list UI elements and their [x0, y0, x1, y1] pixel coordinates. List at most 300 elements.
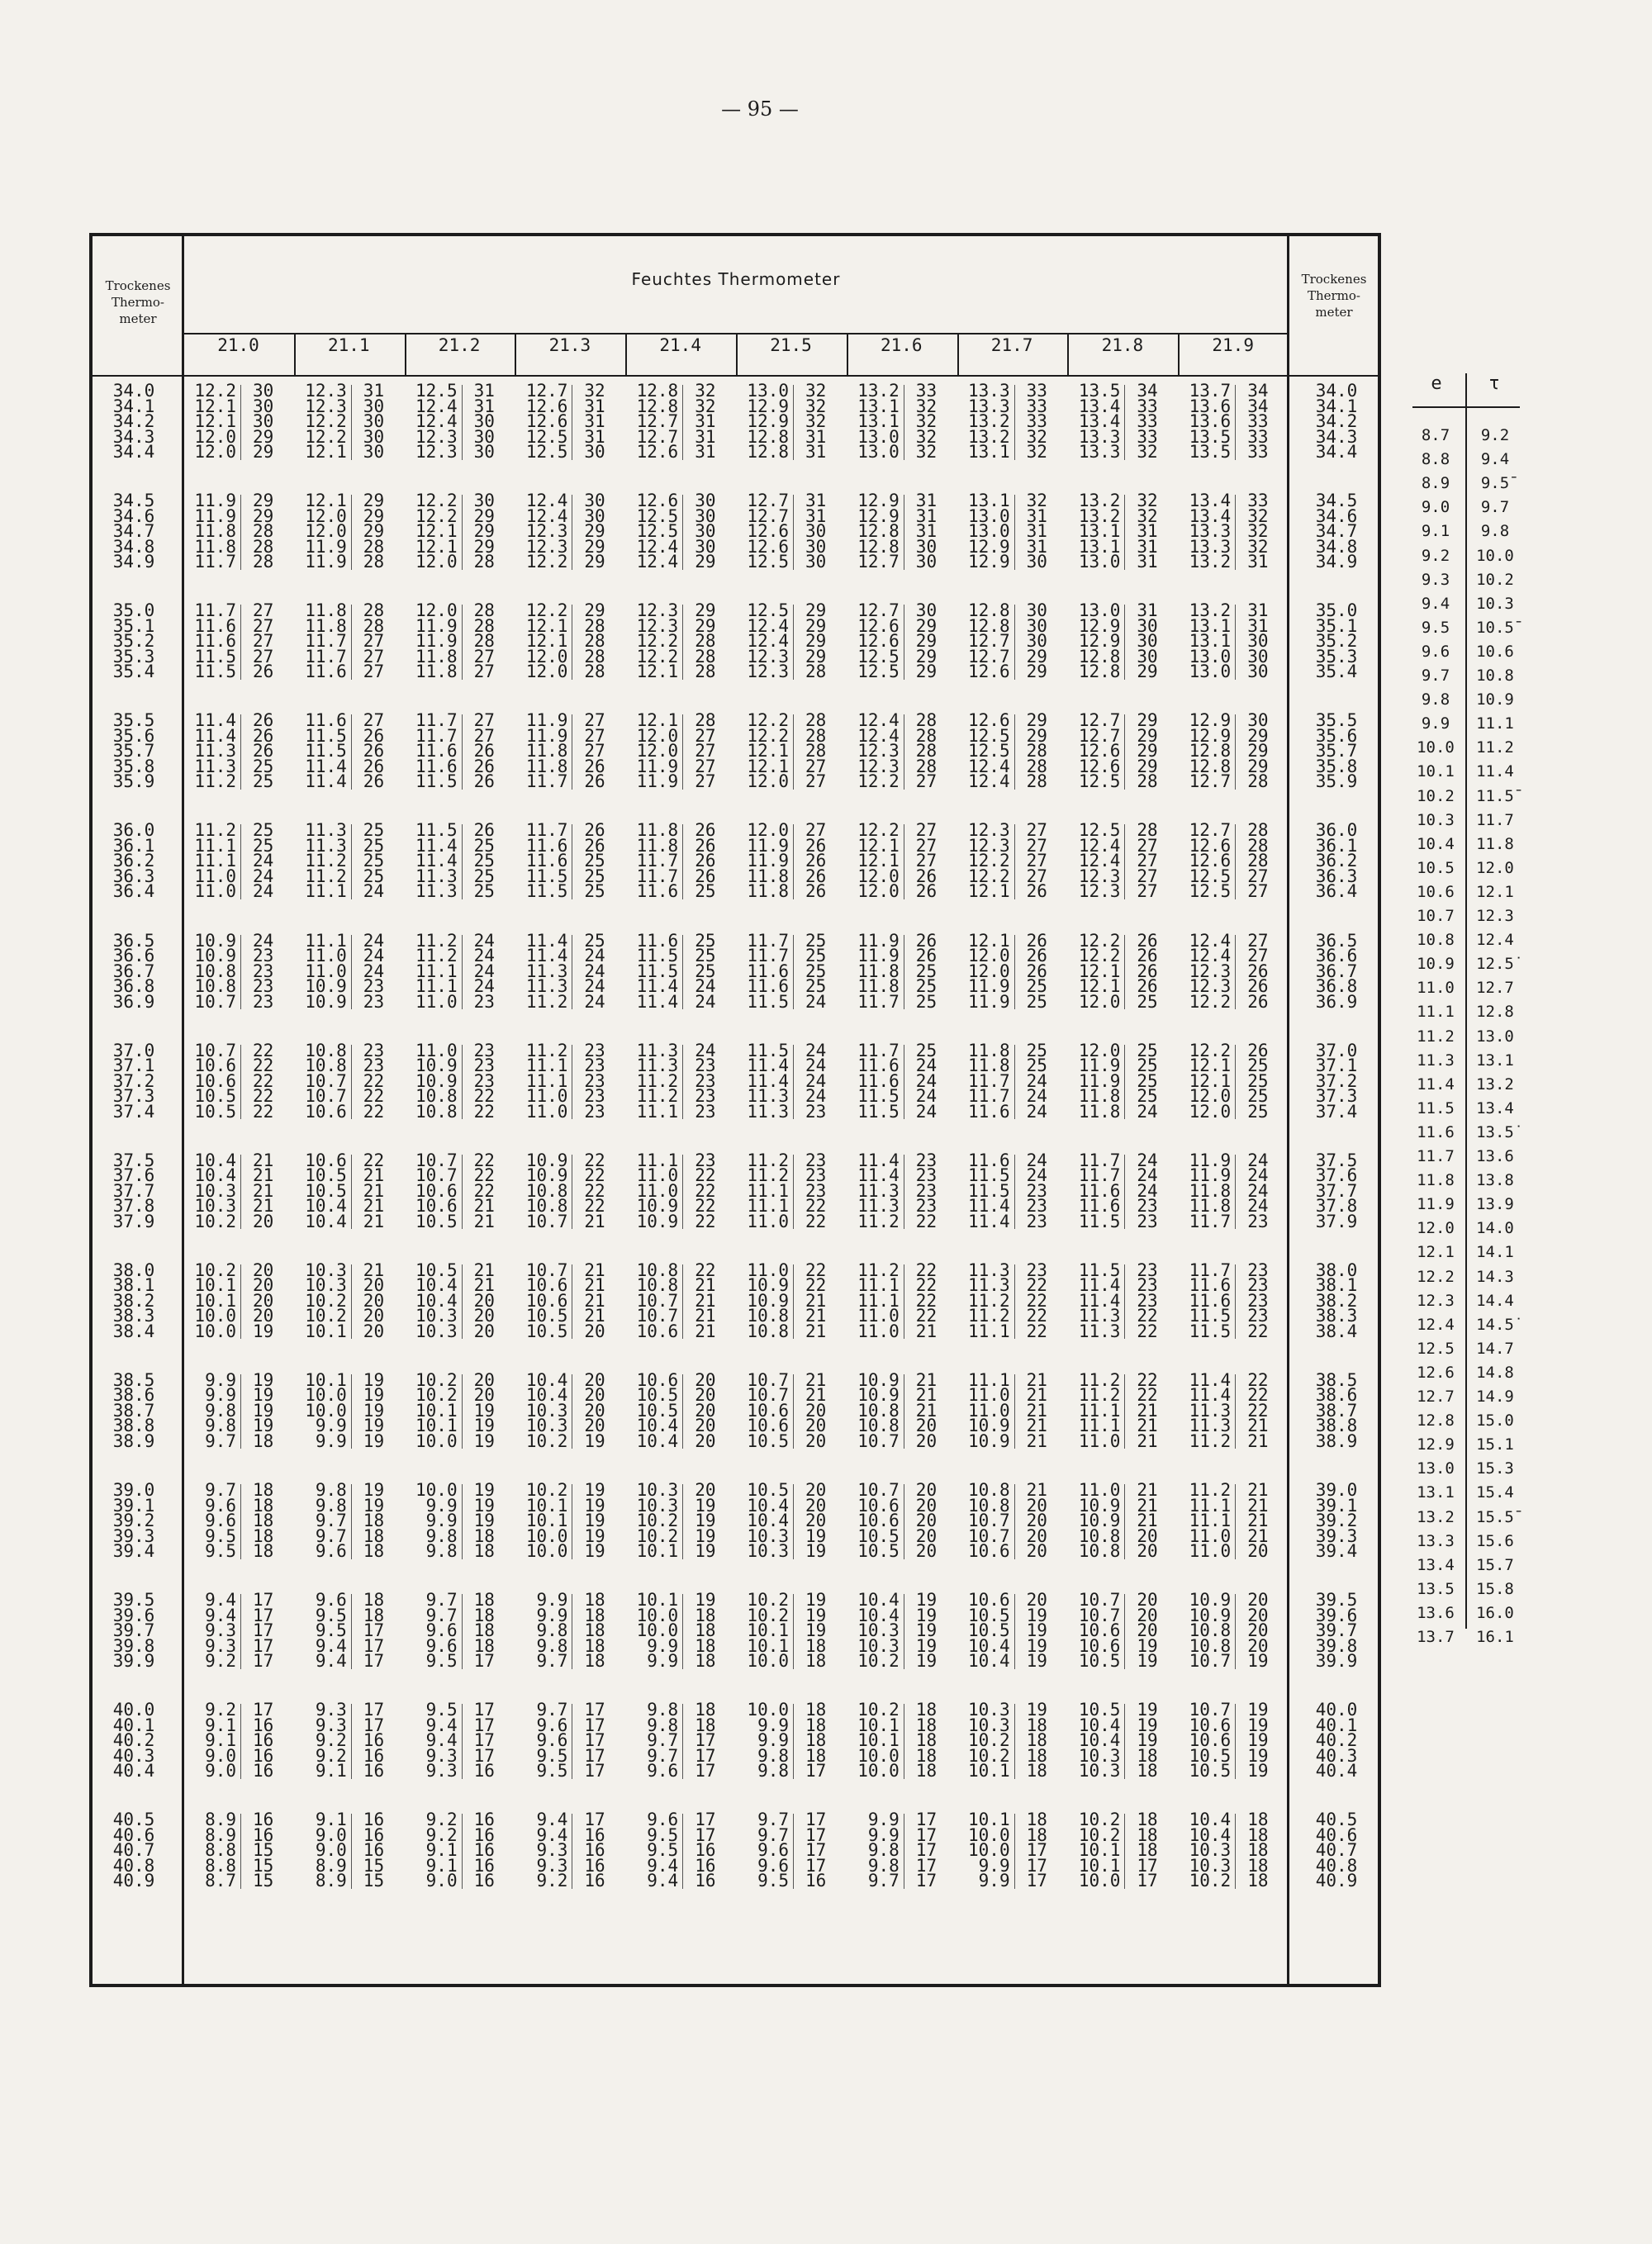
relative-humidity-value: 22 — [695, 1260, 716, 1280]
relative-humidity-value: 29 — [1137, 662, 1158, 682]
vapor-pressure-value: 13.2 — [968, 426, 1010, 447]
vapor-pressure-value: 11.9 — [305, 552, 347, 572]
vapor-pressure-value: 10.8 — [305, 1056, 347, 1076]
cell-separator — [240, 1594, 241, 1669]
relative-humidity-value: 18 — [805, 1700, 827, 1720]
vapor-pressure-value: 10.5 — [968, 1605, 1010, 1625]
e-value: 9.3 — [1421, 570, 1450, 589]
e-value: 12.6 — [1417, 1363, 1455, 1382]
vapor-pressure-value: 12.8 — [636, 381, 679, 401]
relative-humidity-value: 27 — [805, 820, 827, 841]
relative-humidity-value: 24 — [1137, 1165, 1158, 1186]
vapor-pressure-value: 11.5 — [525, 881, 568, 902]
vapor-pressure-value: 11.6 — [415, 756, 458, 776]
vapor-pressure-value: 11.1 — [525, 1070, 568, 1091]
relative-humidity-value: 19 — [473, 1400, 495, 1421]
dry-temp-left: 38.8 — [112, 1416, 155, 1436]
cell-separator — [682, 605, 683, 680]
relative-humidity-value: 20 — [695, 1430, 716, 1451]
dry-temp-right: 36.9 — [1315, 991, 1358, 1012]
dry-temp-right: 34.0 — [1315, 381, 1358, 401]
vapor-pressure-value: 13.4 — [1189, 505, 1232, 526]
vapor-pressure-value: 10.6 — [857, 1495, 900, 1516]
vapor-pressure-value: 10.1 — [857, 1715, 900, 1735]
cell-separator — [682, 1155, 683, 1230]
psychrometric-table — [89, 233, 1381, 1987]
relative-humidity-value: 26 — [1137, 930, 1158, 951]
vapor-pressure-value: 10.4 — [968, 1635, 1010, 1656]
vapor-pressure-value: 9.9 — [867, 1810, 900, 1830]
cell-separator — [1124, 385, 1125, 460]
relative-humidity-value: 33 — [1137, 396, 1158, 416]
relative-humidity-value: 25 — [1137, 1070, 1158, 1091]
relative-humidity-value: 18 — [915, 1745, 938, 1766]
vapor-pressure-value: 9.5 — [536, 1745, 568, 1766]
vapor-pressure-value: 12.8 — [1078, 662, 1121, 682]
relative-humidity-value: 22 — [1026, 1306, 1047, 1326]
cell-separator — [240, 714, 241, 790]
e-value: 13.2 — [1417, 1507, 1455, 1526]
vapor-pressure-value: 11.9 — [747, 851, 789, 871]
vapor-pressure-value: 10.3 — [636, 1495, 679, 1516]
vapor-pressure-value: 12.5 — [968, 725, 1010, 746]
relative-humidity-value: 28 — [584, 662, 605, 682]
vapor-pressure-value: 12.3 — [857, 741, 900, 761]
cell-separator — [240, 1264, 241, 1340]
relative-humidity-value: 20 — [473, 1385, 495, 1406]
dry-temp-left: 38.7 — [112, 1400, 155, 1421]
vapor-pressure-value: 11.6 — [305, 710, 347, 731]
vapor-pressure-value: 12.0 — [525, 662, 568, 682]
vapor-pressure-value: 10.4 — [415, 1290, 458, 1311]
e-value: 9.6 — [1421, 642, 1450, 661]
vapor-pressure-value: 11.5 — [305, 741, 347, 761]
relative-humidity-value: 25 — [915, 1040, 938, 1060]
cell-separator — [1124, 605, 1125, 680]
vapor-pressure-value: 11.1 — [968, 1321, 1010, 1341]
relative-humidity-value: 20 — [584, 1416, 605, 1436]
relative-humidity-value: 32 — [1026, 426, 1047, 447]
vapor-pressure-value: 11.8 — [857, 976, 900, 996]
dry-temp-right: 35.0 — [1315, 600, 1358, 621]
relative-humidity-value: 28 — [363, 536, 385, 557]
vapor-pressure-value: 10.0 — [1078, 1871, 1121, 1891]
relative-humidity-value: 18 — [473, 1635, 495, 1656]
dry-temp-left: 38.3 — [112, 1306, 155, 1326]
vapor-pressure-value: 10.9 — [636, 1211, 679, 1231]
relative-humidity-value: 18 — [473, 1620, 495, 1641]
vapor-pressure-value: 8.8 — [205, 1855, 236, 1876]
relative-humidity-value: 23 — [253, 976, 274, 996]
relative-humidity-value: 25 — [473, 835, 495, 856]
vapor-pressure-value: 13.5 — [1189, 426, 1232, 447]
relative-humidity-value: 17 — [253, 1700, 274, 1720]
dry-temp-left: 34.4 — [112, 442, 155, 462]
relative-humidity-value: 21 — [363, 1165, 385, 1186]
relative-humidity-value: 19 — [253, 1385, 274, 1406]
relative-humidity-value: 17 — [584, 1715, 605, 1735]
relative-humidity-value: 30 — [1247, 631, 1269, 652]
vapor-pressure-value: 12.2 — [747, 725, 789, 746]
relative-humidity-value: 30 — [1026, 615, 1047, 636]
cell-separator — [682, 495, 683, 570]
vapor-pressure-value: 10.3 — [1078, 1745, 1121, 1766]
relative-humidity-value: 28 — [915, 741, 938, 761]
vapor-pressure-value: 10.3 — [857, 1620, 900, 1641]
vapor-pressure-value: 10.5 — [747, 1480, 789, 1500]
relative-humidity-value: 30 — [584, 442, 605, 462]
vapor-pressure-value: 9.1 — [315, 1810, 347, 1830]
relative-humidity-value: 20 — [805, 1416, 827, 1436]
relative-humidity-value: 28 — [805, 662, 827, 682]
relative-humidity-value: 27 — [253, 600, 274, 621]
vapor-pressure-value: 11.3 — [1189, 1416, 1232, 1436]
tau-value: 14.3 — [1476, 1267, 1514, 1286]
vapor-pressure-value: 10.9 — [1078, 1495, 1121, 1516]
e-value: 10.3 — [1417, 810, 1455, 829]
relative-humidity-value: 29 — [1247, 756, 1269, 776]
vapor-pressure-value: 10.5 — [636, 1400, 679, 1421]
vapor-pressure-value: 9.9 — [315, 1416, 347, 1436]
relative-humidity-value: 19 — [363, 1369, 385, 1390]
relative-humidity-value: 29 — [695, 615, 716, 636]
dry-temp-left: 38.9 — [112, 1430, 155, 1451]
relative-humidity-value: 19 — [473, 1480, 495, 1500]
dry-temp-right: 40.7 — [1315, 1840, 1358, 1861]
vapor-pressure-value: 9.6 — [757, 1840, 789, 1861]
relative-humidity-value: 21 — [1137, 1480, 1158, 1500]
relative-humidity-value: 30 — [805, 521, 827, 542]
e-value: 9.4 — [1421, 594, 1450, 613]
relative-humidity-value: 25 — [805, 930, 827, 951]
relative-humidity-value: 32 — [805, 381, 827, 401]
relative-humidity-value: 31 — [915, 505, 938, 526]
relative-humidity-value: 21 — [805, 1306, 827, 1326]
vapor-pressure-value: 9.6 — [205, 1495, 236, 1516]
e-value: 11.9 — [1417, 1195, 1455, 1214]
relative-humidity-value: 21 — [1247, 1416, 1269, 1436]
relative-humidity-value: 17 — [1026, 1855, 1047, 1876]
vapor-pressure-value: 10.4 — [525, 1385, 568, 1406]
relative-humidity-value: 19 — [253, 1416, 274, 1436]
vapor-pressure-value: 10.7 — [857, 1480, 900, 1500]
relative-humidity-value: 31 — [805, 491, 827, 511]
relative-humidity-value: 21 — [1247, 1495, 1269, 1516]
relative-humidity-value: 20 — [253, 1211, 274, 1231]
relative-humidity-value: 17 — [695, 1730, 716, 1751]
vapor-pressure-value: 11.0 — [1078, 1480, 1121, 1500]
relative-humidity-value: 27 — [805, 771, 827, 792]
relative-humidity-value: 26 — [805, 866, 827, 886]
cell-separator — [1014, 1264, 1015, 1340]
dry-temp-left: 34.3 — [112, 426, 155, 447]
relative-humidity-value: 27 — [695, 756, 716, 776]
vapor-pressure-value: 11.2 — [1189, 1480, 1232, 1500]
relative-humidity-value: 26 — [915, 946, 938, 965]
vapor-pressure-value: 10.2 — [636, 1525, 679, 1546]
relative-humidity-value: 20 — [584, 1400, 605, 1421]
relative-humidity-value: 31 — [363, 381, 385, 401]
vapor-pressure-value: 8.9 — [315, 1871, 347, 1891]
vapor-pressure-value: 12.5 — [415, 381, 458, 401]
relative-humidity-value: 27 — [363, 662, 385, 682]
relative-humidity-value: 26 — [253, 710, 274, 731]
vapor-pressure-value: 12.0 — [305, 505, 347, 526]
vapor-pressure-value: 12.2 — [857, 820, 900, 841]
relative-humidity-value: 21 — [584, 1211, 605, 1231]
vapor-pressure-value: 11.0 — [968, 1400, 1010, 1421]
relative-humidity-value: 27 — [473, 710, 495, 731]
relative-humidity-value: 17 — [253, 1590, 274, 1611]
relative-humidity-value: 28 — [915, 725, 938, 746]
vapor-pressure-value: 10.7 — [1189, 1651, 1232, 1672]
vapor-pressure-value: 13.6 — [1189, 396, 1232, 416]
vapor-pressure-value: 11.0 — [636, 1180, 679, 1201]
vapor-pressure-value: 12.8 — [747, 426, 789, 447]
dry-temp-left: 37.4 — [112, 1101, 155, 1122]
relative-humidity-value: 25 — [695, 961, 716, 981]
cell-separator — [1014, 605, 1015, 680]
vapor-pressure-value: 11.4 — [857, 1150, 900, 1170]
relative-humidity-value: 25 — [915, 976, 938, 996]
relative-humidity-value: 25 — [1137, 1086, 1158, 1107]
vapor-pressure-value: 10.5 — [636, 1385, 679, 1406]
relative-humidity-value: 23 — [1137, 1196, 1158, 1217]
relative-humidity-value: 30 — [915, 536, 938, 557]
vapor-pressure-value: 9.1 — [315, 1761, 347, 1781]
cell-separator — [793, 605, 794, 680]
vapor-pressure-value: 10.9 — [194, 930, 236, 951]
vapor-pressure-value: 9.5 — [315, 1605, 347, 1625]
vapor-pressure-value: 10.1 — [747, 1635, 789, 1656]
relative-humidity-value: 24 — [1026, 1070, 1047, 1091]
relative-humidity-value: 17 — [915, 1824, 938, 1845]
vapor-pressure-value: 9.0 — [315, 1840, 347, 1861]
cell-separator — [793, 935, 794, 1010]
relative-humidity-value: 30 — [473, 491, 495, 511]
relative-humidity-value: 25 — [1026, 976, 1047, 996]
e-value: 9.5 — [1421, 618, 1450, 637]
vapor-pressure-value: 12.7 — [747, 505, 789, 526]
relative-humidity-value: 15 — [363, 1871, 385, 1891]
relative-humidity-value: 31 — [695, 442, 716, 462]
cell-separator — [1014, 824, 1015, 899]
relative-humidity-value: 28 — [915, 756, 938, 776]
relative-humidity-value: 18 — [805, 1715, 827, 1735]
cell-separator — [240, 605, 241, 680]
dry-temp-right: 39.4 — [1315, 1541, 1358, 1561]
dry-temp-left: 37.2 — [112, 1070, 155, 1091]
relative-humidity-value: 23 — [363, 976, 385, 996]
relative-humidity-value: 19 — [805, 1605, 827, 1625]
dry-temp-right: 36.8 — [1315, 976, 1358, 996]
relative-humidity-value: 30 — [1026, 552, 1047, 572]
relative-humidity-value: 16 — [253, 1730, 274, 1751]
relative-humidity-value: 22 — [1247, 1385, 1269, 1406]
vapor-pressure-value: 10.9 — [1189, 1605, 1232, 1625]
dry-temp-right: 38.5 — [1315, 1369, 1358, 1390]
page-number: — 95 — — [721, 97, 799, 121]
relative-humidity-value: 19 — [1247, 1715, 1269, 1735]
relative-humidity-value: 33 — [1247, 426, 1269, 447]
vapor-pressure-value: 12.6 — [857, 615, 900, 636]
vapor-pressure-value: 10.4 — [857, 1590, 900, 1611]
vapor-pressure-value: 10.7 — [1078, 1605, 1121, 1625]
vapor-pressure-value: 11.1 — [747, 1196, 789, 1217]
vapor-pressure-value: 12.5 — [747, 600, 789, 621]
cell-separator — [1124, 1155, 1125, 1230]
relative-humidity-value: 17 — [363, 1620, 385, 1641]
relative-humidity-value: 25 — [584, 881, 605, 902]
vapor-pressure-value: 12.0 — [525, 646, 568, 667]
vapor-pressure-value: 10.7 — [747, 1385, 789, 1406]
vapor-pressure-value: 12.8 — [1189, 741, 1232, 761]
relative-humidity-value: 32 — [1247, 521, 1269, 542]
relative-humidity-value: 19 — [1247, 1651, 1269, 1672]
vapor-pressure-value: 10.8 — [1189, 1620, 1232, 1641]
tau-value: 13.6 — [1476, 1147, 1514, 1165]
relative-humidity-value: 22 — [1026, 1275, 1047, 1296]
relative-humidity-value: 18 — [695, 1635, 716, 1656]
wet-column-header: 21.2 — [438, 335, 481, 355]
vapor-pressure-value: 13.4 — [1189, 491, 1232, 511]
relative-humidity-value: 20 — [1026, 1495, 1047, 1516]
dry-temp-right: 37.7 — [1315, 1180, 1358, 1201]
relative-humidity-value: 20 — [363, 1321, 385, 1341]
relative-humidity-value: 18 — [1026, 1824, 1047, 1845]
relative-humidity-value: 31 — [805, 442, 827, 462]
relative-humidity-value: 33 — [1247, 442, 1269, 462]
relative-humidity-value: 30 — [253, 381, 274, 401]
vapor-pressure-value: 10.8 — [415, 1086, 458, 1107]
relative-humidity-value: 24 — [584, 946, 605, 965]
relative-humidity-value: 21 — [584, 1275, 605, 1296]
relative-humidity-value: 22 — [253, 1101, 274, 1122]
relative-humidity-value: 30 — [363, 426, 385, 447]
cell-separator — [1235, 1814, 1236, 1889]
relative-humidity-value: 27 — [1137, 835, 1158, 856]
relative-humidity-value: 20 — [805, 1480, 827, 1500]
relative-humidity-value: 23 — [1026, 1196, 1047, 1217]
cell-separator — [793, 385, 794, 460]
relative-humidity-value: 17 — [253, 1605, 274, 1625]
relative-humidity-value: 23 — [695, 1056, 716, 1076]
vapor-pressure-value: 11.6 — [194, 615, 236, 636]
vapor-pressure-value: 11.5 — [1078, 1260, 1121, 1280]
relative-humidity-value: 26 — [695, 866, 716, 886]
relative-humidity-value: 29 — [363, 521, 385, 542]
vapor-pressure-value: 10.1 — [415, 1416, 458, 1436]
vapor-pressure-value: 13.0 — [1078, 600, 1121, 621]
relative-humidity-value: 18 — [584, 1605, 605, 1625]
relative-humidity-value: 20 — [363, 1275, 385, 1296]
vapor-pressure-value: 11.5 — [1189, 1321, 1232, 1341]
cell-separator — [793, 1374, 794, 1449]
relative-humidity-value: 19 — [695, 1511, 716, 1530]
cell-separator — [1124, 935, 1125, 1010]
vapor-pressure-value: 10.4 — [194, 1165, 236, 1186]
vapor-pressure-value: 10.2 — [194, 1260, 236, 1280]
relative-humidity-value: 18 — [1026, 1745, 1047, 1766]
relative-humidity-value: 15 — [253, 1855, 274, 1876]
relative-humidity-value: 20 — [363, 1290, 385, 1311]
relative-humidity-value: 23 — [584, 1086, 605, 1107]
relative-humidity-value: 26 — [1247, 976, 1269, 996]
tau-value: 14.0 — [1476, 1219, 1514, 1238]
relative-humidity-value: 25 — [473, 881, 495, 902]
relative-humidity-value: 18 — [915, 1730, 938, 1751]
relative-humidity-value: 21 — [1247, 1430, 1269, 1451]
vapor-pressure-value: 12.2 — [747, 710, 789, 731]
relative-humidity-value: 31 — [1137, 536, 1158, 557]
relative-humidity-value: 22 — [473, 1101, 495, 1122]
vapor-pressure-value: 10.9 — [968, 1416, 1010, 1436]
vapor-pressure-value: 9.9 — [205, 1369, 236, 1390]
vapor-pressure-value: 11.6 — [968, 1101, 1010, 1122]
vapor-pressure-value: 10.0 — [415, 1480, 458, 1500]
dry-temp-left: 39.6 — [112, 1605, 155, 1625]
vapor-pressure-value: 10.5 — [1189, 1761, 1232, 1781]
relative-humidity-value: 20 — [915, 1480, 938, 1500]
vapor-pressure-value: 12.3 — [636, 615, 679, 636]
dry-temp-left: 37.0 — [112, 1040, 155, 1060]
relative-humidity-value: 18 — [473, 1605, 495, 1625]
tau-value: 9.8 — [1480, 522, 1510, 541]
vapor-pressure-value: 11.2 — [1078, 1385, 1121, 1406]
dry-temp-left: 39.4 — [112, 1541, 155, 1561]
vapor-pressure-value: 13.2 — [968, 411, 1010, 431]
vapor-pressure-value: 11.3 — [747, 1101, 789, 1122]
relative-humidity-value: 30 — [473, 442, 495, 462]
relative-humidity-value: 20 — [473, 1290, 495, 1311]
relative-humidity-value: 27 — [695, 771, 716, 792]
relative-humidity-value: 26 — [1247, 961, 1269, 981]
vapor-pressure-value: 11.5 — [747, 1040, 789, 1060]
relative-humidity-value: 33 — [1026, 411, 1047, 431]
vapor-pressure-value: 9.4 — [205, 1605, 236, 1625]
tau-value: 10.0 — [1476, 546, 1514, 565]
wet-column-header: 21.3 — [548, 335, 591, 355]
vapor-pressure-value: 13.4 — [1078, 411, 1121, 431]
vapor-pressure-value: 10.3 — [968, 1715, 1010, 1735]
relative-humidity-value: 27 — [695, 741, 716, 761]
relative-humidity-value: 31 — [584, 396, 605, 416]
vapor-pressure-value: 10.4 — [1189, 1824, 1232, 1845]
dry-thermometer-header-right: Trockenes Thermo- meter — [1301, 272, 1367, 320]
relative-humidity-value: 25 — [695, 881, 716, 902]
vapor-pressure-value: 10.5 — [415, 1260, 458, 1280]
vapor-pressure-value: 13.1 — [968, 442, 1010, 462]
tau-value: 12.1 — [1476, 882, 1514, 901]
dry-temp-right: 35.7 — [1315, 741, 1358, 761]
vapor-pressure-value: 12.9 — [1078, 631, 1121, 652]
e-value: 10.9 — [1417, 955, 1455, 974]
relative-humidity-value: 17 — [695, 1745, 716, 1766]
relative-humidity-value: 21 — [1026, 1369, 1047, 1390]
cell-separator — [1235, 605, 1236, 680]
relative-humidity-value: 22 — [1026, 1321, 1047, 1341]
vapor-pressure-value: 12.5 — [525, 442, 568, 462]
relative-humidity-value: 18 — [1137, 1761, 1158, 1781]
vapor-pressure-value: 10.5 — [194, 1086, 236, 1107]
relative-humidity-value: 28 — [695, 662, 716, 682]
relative-humidity-value: 32 — [695, 396, 716, 416]
dry-temp-left: 34.2 — [112, 411, 155, 431]
vapor-pressure-value: 10.3 — [968, 1700, 1010, 1720]
relative-humidity-value: 19 — [805, 1590, 827, 1611]
relative-humidity-value: 28 — [915, 710, 938, 731]
relative-humidity-value: 27 — [1137, 851, 1158, 871]
